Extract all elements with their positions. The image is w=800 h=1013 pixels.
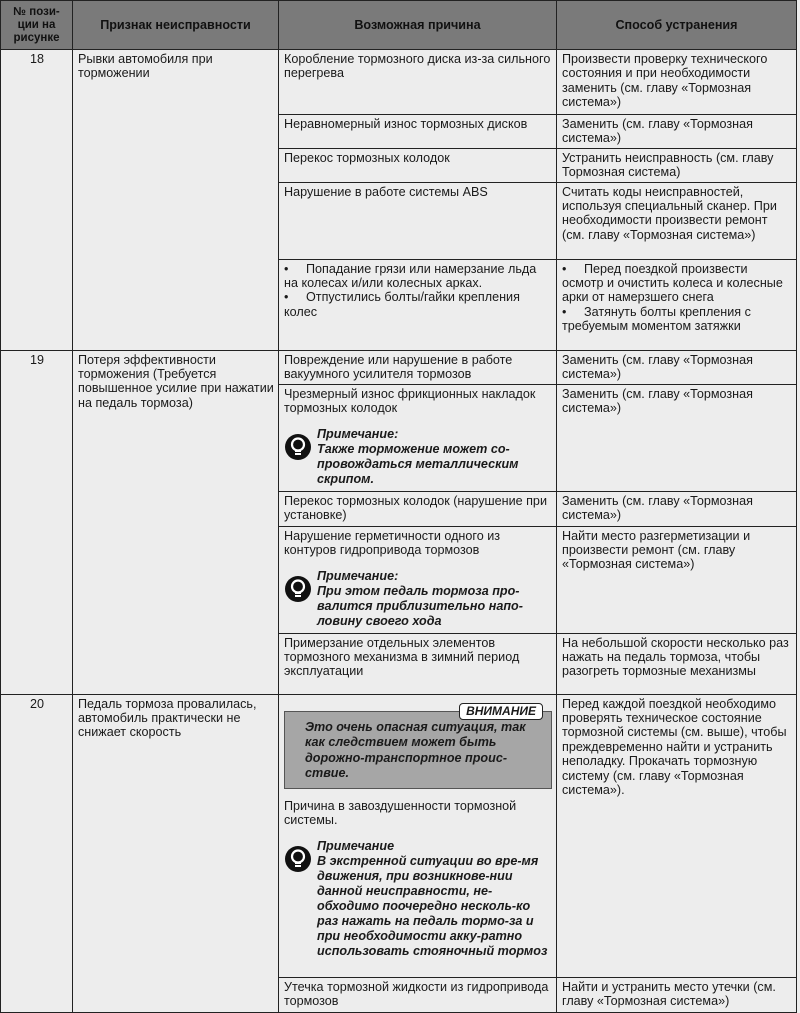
symptom-cell: Потеря эффективности торможения (Требуется повышенное усилие при нажатии на педаль тормоза) (73, 350, 279, 694)
warning-box (284, 703, 552, 789)
remedy-cell (557, 259, 797, 350)
remedy-cell: Заменить (см. главу «Тормозная система») (557, 491, 797, 526)
symptom-cell: Рывки автомобиля при торможении (73, 50, 279, 351)
warning-label: ВНИМАНИЕ (459, 703, 543, 720)
warning-text: Это очень опасная ситуация, так как следствием может быть дорожно-транспортное проис-ствие. (305, 719, 526, 781)
cause-cell: Коробление тормозного диска из-за сильного перегрева (279, 50, 557, 115)
cause-cell (279, 526, 557, 633)
remedy-cell: Заменить (см. главу «Тормозная система») (557, 350, 797, 384)
note-text: Также торможение может со-провождаться металлическим скрипом. (317, 442, 519, 487)
table-header (1, 1, 797, 50)
cause-cell: Повреждение или нарушение в работе вакуумного усилителя тормозов (279, 350, 557, 384)
note-title: Примечание: (317, 569, 399, 584)
remedy-cell: Произвести проверку технического состояния и при необходимости заменить (см. главу «Тормозная система») (557, 50, 797, 115)
note-text: При этом педаль тормоза про-валится приблизительно напо-ловину своего хода (317, 584, 523, 629)
remedy-bullet: • Перед поездкой произвести осмотр и очистить колеса и колесные арки от намерзшего снега (562, 262, 792, 305)
position-number: 19 (1, 350, 73, 694)
note-title: Примечание (317, 839, 395, 854)
note-block (284, 427, 552, 487)
cause-cell: Примерзание отдельных элементов тормозного механизма в зимний период эксплуатации (279, 633, 557, 694)
remedy-cell: Заменить (см. главу «Тормозная система») (557, 384, 797, 491)
cause-cell: Перекос тормозных колодок (279, 148, 557, 182)
cause-cell (279, 694, 557, 977)
remedy-cell: Найти место разгерметизации и произвести ремонт (см. главу «Тормозная система») (557, 526, 797, 633)
lightbulb-icon (284, 433, 312, 461)
cause-cell: Утечка тормозной жидкости из гидропривода тормозов (279, 977, 557, 1012)
note-text: В экстренной ситуации во вре-мя движения, при возникнове-нии данной неисправности, не-обходимо поочередно несколь-ко раз нажать на педаль тормо-за и при необходимости акку-ратно использовать стояночный тормоз (317, 854, 548, 959)
cause-cell (279, 384, 557, 491)
remedy-cell: Заменить (см. главу «Тормозная система») (557, 115, 797, 149)
cause-bullet: • Попадание грязи или намерзание льда на колесах и/или колесных арках. (284, 262, 552, 291)
cause-cell: Нарушение в работе системы ABS (279, 182, 557, 259)
lightbulb-icon (284, 575, 312, 603)
lightbulb-icon (284, 845, 312, 873)
cause-text: Нарушение герметичности одного из контуров гидропривода тормозов (284, 528, 501, 558)
header-cause: Возможная причина (279, 1, 557, 50)
table-body (1, 50, 797, 1013)
note-block (284, 839, 552, 959)
header-position-number: № пози-ции на рисунке (1, 1, 73, 50)
cause-bullet: • Отпустились болты/гайки крепления колес (284, 290, 552, 319)
table-row (1, 694, 797, 977)
table-row (1, 50, 797, 115)
header-remedy: Способ устранения (557, 1, 797, 50)
cause-cell (279, 259, 557, 350)
remedy-cell: На небольшой скорости несколько раз нажать на педаль тормоза, чтобы разогреть тормозные механизмы (557, 633, 797, 694)
remedy-cell: Устранить неисправность (см. главу Тормозная система) (557, 148, 797, 182)
cause-cell: Перекос тормозных колодок (нарушение при установке) (279, 491, 557, 526)
remedy-bullet: • Затянуть болты крепления с требуемым моментом затяжки (562, 305, 792, 334)
cause-cell: Неравномерный износ тормозных дисков (279, 115, 557, 149)
table-row (1, 350, 797, 384)
remedy-cell: Найти и устранить место утечки (см. главу «Тормозная система») (557, 977, 797, 1012)
cause-text: Причина в завоздушенности тормозной системы. (284, 798, 517, 828)
position-number: 20 (1, 694, 73, 1012)
note-title: Примечание: (317, 427, 399, 442)
header-symptom: Признак неисправности (73, 1, 279, 50)
remedy-cell: Считать коды неисправностей, используя специальный сканер. При необходимости произвести ремонт (см. главу «Тормозная система») (557, 182, 797, 259)
note-block (284, 569, 552, 629)
remedy-cell: Перед каждой поездкой необходимо проверять техническое состояние тормозной системы (см. выше), чтобы преждевременно найти и устранить неполадку. Прокачать тормозную систему (см. главу «Тормозная система»). (557, 694, 797, 977)
cause-text: Чрезмерный износ фрикционных накладок тормозных колодок (284, 386, 536, 416)
position-number: 18 (1, 50, 73, 351)
symptom-cell: Педаль тормоза провалилась, автомобиль практически не снижает скорость (73, 694, 279, 1012)
